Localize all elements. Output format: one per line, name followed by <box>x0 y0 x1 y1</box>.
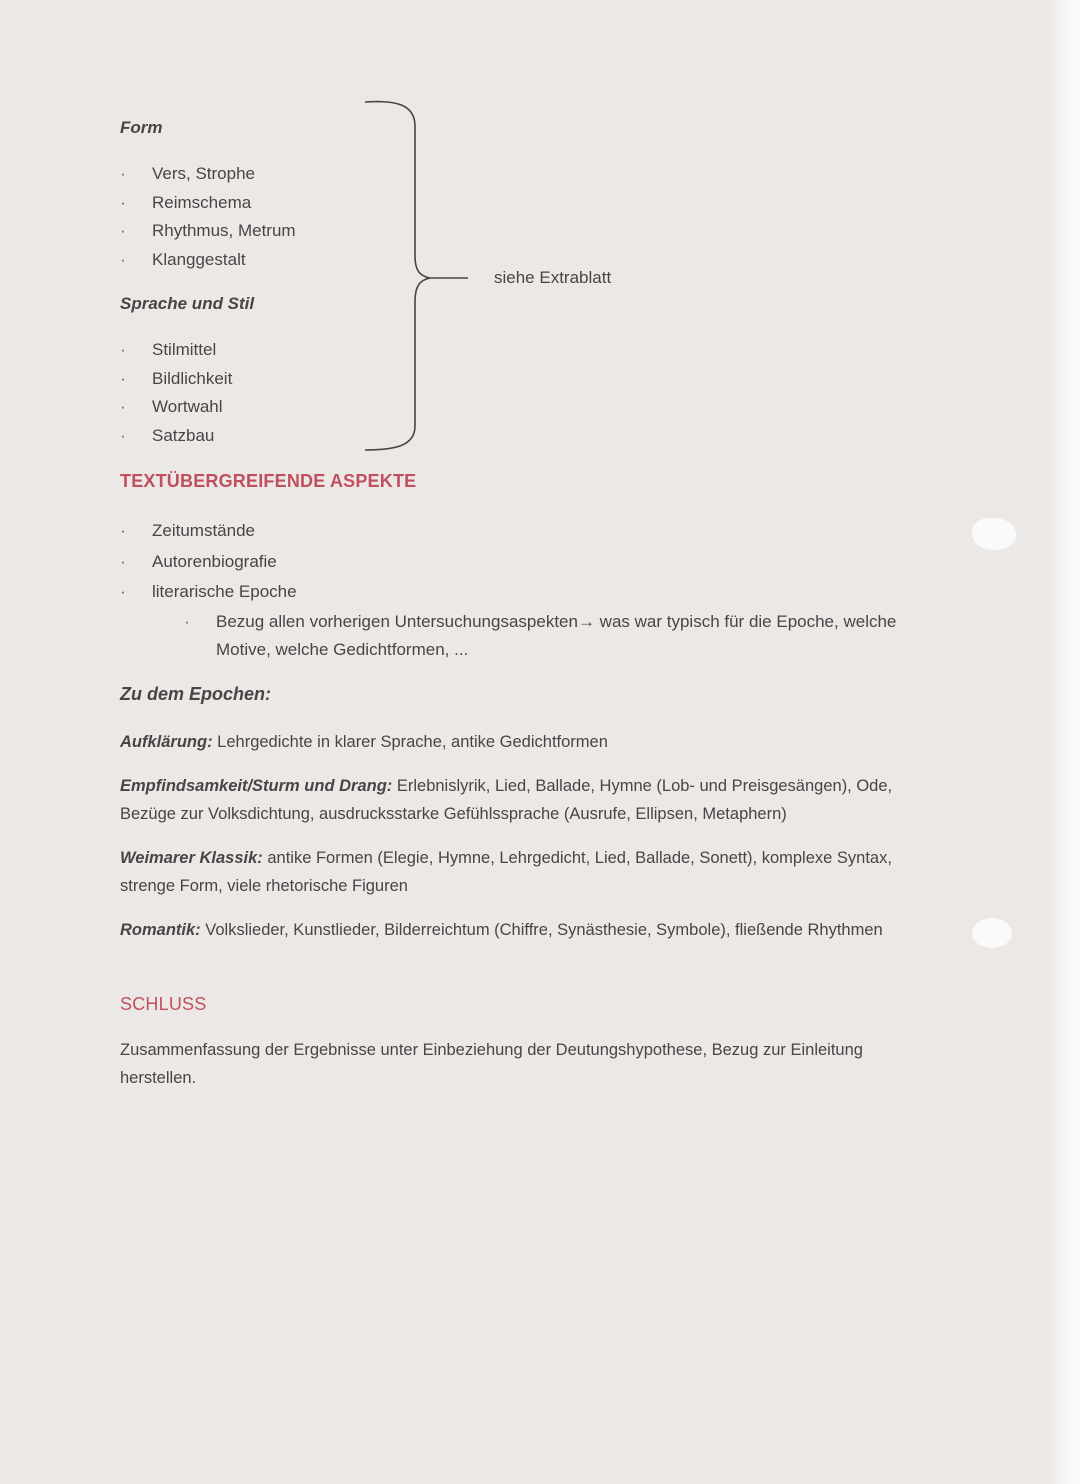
list-item: · Reimschema <box>120 189 296 218</box>
list-item: · Vers, Strophe <box>120 160 296 189</box>
list-item: · Satzbau <box>120 422 232 451</box>
schluss-heading: SCHLUSS <box>120 994 207 1014</box>
list-item: · Zeitumstände <box>120 516 297 547</box>
list-item: · Bildlichkeit <box>120 365 232 394</box>
list-item: · Autorenbiografie <box>120 547 297 578</box>
schluss-text: Zusammenfassung der Ergebnisse unter Einbeziehung der Deutungshypothese, Bezug zur Einleitung herstellen. <box>120 1041 863 1087</box>
list-item: · Klanggestalt <box>120 246 296 275</box>
list-item: · Stilmittel <box>120 336 232 365</box>
epoche-term: Aufklärung: <box>120 733 213 751</box>
list-item: · Wortwahl <box>120 393 232 422</box>
curly-bracket <box>360 96 490 466</box>
form-list <box>120 160 296 274</box>
textuebergreifend-list <box>120 516 297 608</box>
epoche-text: Volkslieder, Kunstlieder, Bilderreichtum (Chiffre, Synästhesie, Symbole), fließende Rhythmen <box>200 921 883 939</box>
epoche-text: antike Formen (Elegie, Hymne, Lehrgedicht, Lied, Ballade, Sonett), komplexe Syntax, strenge Form, viele rhetorische Figuren <box>120 849 892 895</box>
epochen-heading: Zu dem Epochen: <box>120 684 272 704</box>
epoche-term: Romantik: <box>120 921 201 939</box>
epoche-aufklaerung <box>120 728 920 756</box>
epoche-subitem <box>184 608 904 664</box>
stil-heading: Sprache und Stil <box>120 294 255 313</box>
punch-hole <box>972 918 1012 948</box>
epoche-romantik <box>120 916 900 944</box>
epoche-text: Lehrgedichte in klarer Sprache, antike Gedichtformen <box>212 733 608 751</box>
stil-list <box>120 336 232 450</box>
list-item: · literarische Epoche <box>120 577 297 608</box>
epoche-text: Erlebnislyrik, Lied, Ballade, Hymne (Lob- und Preisgesängen), Ode, Bezüge zur Volksdichtung, ausdrucksstarke Gefühlssprache (Ausrufe, Ellipsen, Metaphern) <box>120 777 893 823</box>
epoche-weimarer-klassik <box>120 844 910 900</box>
list-item: · Rhythmus, Metrum <box>120 217 296 246</box>
bracket-note: siehe Extrablatt <box>494 268 612 287</box>
bullet-dot: · <box>184 612 190 631</box>
epoche-term: Weimarer Klassik: <box>120 849 263 867</box>
form-heading: Form <box>120 118 163 137</box>
subitem-text: Bezug allen vorherigen Untersuchungsaspekten→ was war typisch für die Epoche, welche Motive, welche Gedichtformen, ... <box>216 612 897 659</box>
epoche-sturm-und-drang <box>120 772 910 828</box>
page-edge <box>1050 0 1080 1484</box>
textuebergreifend-heading: TEXTÜBERGREIFENDE ASPEKTE <box>120 471 417 491</box>
punch-hole <box>972 518 1016 550</box>
epoche-term: Empfindsamkeit/Sturm und Drang: <box>120 777 393 795</box>
